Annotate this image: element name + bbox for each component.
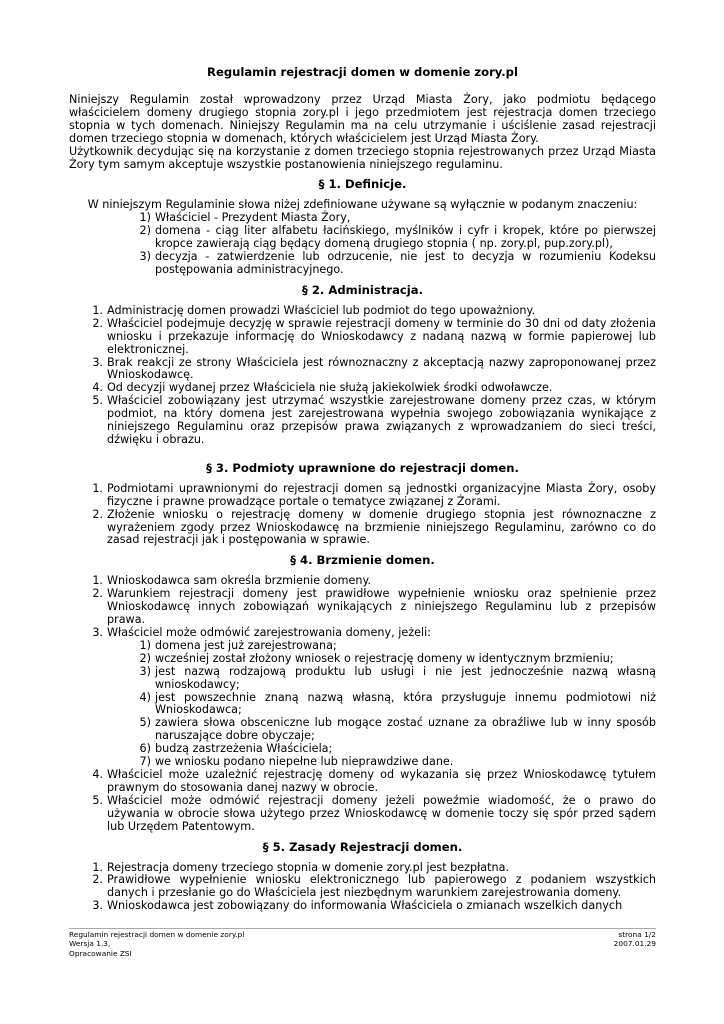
footer-date: 2007.01.29 — [613, 939, 656, 949]
section-heading-eligible-entities: § 3. Podmioty uprawnione do rejestracji domen. — [206, 460, 519, 475]
list-item: 1. Podmiotami uprawnionymi do rejestracji domen są jednostki organizacyjne Miasta Żory, osoby fizyczne i prawne prowadzące portale o tematyce związanej z Żorami. — [92, 481, 656, 508]
list-item: 5. Właściciel może odmówić rejestracji domeny jeżeli poweźmie wiadomość, że o prawo do używania w obrocie słowa użytego przez Wnioskodawcę w domenie toczy się spór przed sądem lub Urzędem Patentowym. — [92, 793, 656, 833]
document-title: Regulamin rejestracji domen w domenie zory.pl — [207, 65, 518, 79]
list-item: 1) domena jest już zarejestrowana; — [139, 638, 337, 652]
section-heading-administration: § 2. Administracja. — [302, 282, 423, 297]
footer-document-info — [69, 930, 244, 958]
section-heading-definitions: § 1. Definicje. — [318, 177, 407, 192]
footer-page-info — [614, 930, 656, 949]
definitions-lead: W niniejszym Regulaminie słowa niżej zdefiniowane używane są wyłącznie w podanym znaczeniu: — [87, 198, 638, 212]
list-item: 1. Administrację domen prowadzi Właściciel lub podmiot do tego upoważniony. — [92, 303, 536, 317]
list-item: 3. Wnioskodawca jest zobowiązany do informowania Właściciela o zmianach wszelkich danych — [92, 899, 623, 913]
list-item: 2) wcześniej został złożony wniosek o rejestrację domeny w identycznym brzmieniu; — [139, 651, 614, 665]
list-item: 2. Warunkiem rejestracji domeny jest prawidłowe wypełnienie wniosku oraz spełnienie przez Wnioskodawcę innych zobowiązań wynikających z niniejszego Regulaminu lub z przepisów prawa. — [92, 587, 656, 627]
list-item: 5. Właściciel zobowiązany jest utrzymać wszystkie zarejestrowane domeny przez czas, w którym podmiot, na który domena jest zarejestrowana wypełnia swojego zobowiązania wynikające z niniejszego Regulaminu oraz przepisów prawa związanych z wprowadzaniem do sieci treści, dźwięku i obrazu. — [92, 394, 656, 446]
list-item: 7) we wniosku podano niepełne lub nieprawdziwe dane. — [139, 755, 454, 769]
page-footer — [69, 928, 656, 958]
footer-version: Wersja 1.3, — [69, 939, 111, 949]
list-item: 1. Wnioskodawca sam określa brzmienie domeny. — [92, 574, 372, 588]
list-item: 3. Właściciel może odmówić zarejestrowania domeny, jeżeli: 1) domena jest już zarejestrowana; 2) wcześniej został złożony wniosek o rejestrację domeny w identycznym brzmieniu; 3) jest nazwą rodzajową produktu lub usługi i nie jest jednocześnie nazwą własną wnioskodawcy; 4) jest powszechnie znaną nazwą własną, która przysługuje innemu podmiotowi niż Wnioskodawca; 5) zawiera słowa obsceniczne lub mogące zostać uznane za obraźliwe lub w inny sposób naruszające dobre obyczaje; 6) budzą zastrzeżenia Właściciela; 7) we wniosku podano niepełne lub nieprawdziwe dane. — [92, 626, 656, 769]
list-item: 4. Od decyzji wydanej przez Właściciela nie służą jakiekolwiek środki odwoławcze. — [92, 381, 553, 395]
list-item: 2. Właściciel podejmuje decyzję w sprawie rejestracji domeny w terminie do 30 dni od daty złożenia wniosku i przekazuje informację do Wnioskodawcy z nadaną nazwą w formie papierowej lub elektronicznej. — [92, 316, 656, 356]
list-item: 1. Rejestracja domeny trzeciego stopnia w domenie zory.pl jest bezpłatna. — [92, 860, 510, 874]
list-item: 3. Brak reakcji ze strony Właściciela jest równoznaczny z akceptacją nazwy zaproponowanej przez Wnioskodawcę. — [92, 355, 656, 382]
definitions-list — [69, 212, 656, 277]
list-item: 4. Właściciel może uzależnić rejestrację domeny od wykazania się przez Wnioskodawcę tytułem prawnym do stosowania danej nazwy w obrocie. — [92, 767, 656, 794]
list-item: 2. Złożenie wniosku o rejestrację domeny w domenie drugiego stopnia jest równoznaczne z wyrażeniem zgody przez Wnioskodawcę na brzmienie niniejszego Regulaminu, zarówno co do zasad rejestracji jak i postępowania w sprawie. — [92, 507, 656, 547]
list-item: 5) zawiera słowa obsceniczne lub mogące zostać uznane za obraźliwe lub w inny sposób naruszające dobre obyczaje; — [139, 716, 656, 743]
list-item: 2. Prawidłowe wypełnienie wniosku elektronicznego lub papierowego z podaniem wszystkich danych i przesłanie go do Właściciela jest niezbędnym warunkiem zarejestrowania domeny. — [92, 873, 656, 900]
section-heading-registration-rules: § 5. Zasady Rejestracji domen. — [262, 839, 463, 854]
intro-paragraph: Użytkownik decydując się na korzystanie z domen trzeciego stopnia rejestrowanych przez Urząd Miasta Żory tym samym akceptuje wszystkie postanowienia niniejszego regulaminu. — [69, 144, 656, 171]
document-body — [69, 66, 656, 913]
footer-author: Opracowanie ZSI — [69, 948, 132, 958]
administration-list — [69, 305, 656, 447]
list-item: 4) jest powszechnie znaną nazwą własną, która przysługuje innemu podmiotowi niż Wnioskodawca; — [139, 690, 656, 717]
intro-paragraph: Niniejszy Regulamin został wprowadzony przez Urząd Miasta Żory, jako podmiotu będącego właścicielem domeny drugiego stopnia zory.pl i jego przedmiotem jest rejestracja domen trzeciego stopnia w tych domenach. Niniejszy Regulamin ma na celu utrzymanie i uściślenie zasad rejestracji domen trzeciego stopnia w domenach, których właścicielem jest Urząd Miasta Żory. — [69, 93, 656, 145]
section-heading-domain-wording: § 4. Brzmienie domen. — [290, 553, 435, 568]
registration-rules-list — [69, 862, 656, 914]
eligible-entities-list — [69, 483, 656, 548]
list-item: 6) budzą zastrzeżenia Właściciela; — [139, 742, 333, 756]
domain-wording-list — [69, 575, 656, 833]
footer-doc-title: Regulamin rejestracji domen w domenie zory.pl — [69, 930, 245, 939]
list-item: 3) jest nazwą rodzajową produktu lub usługi i nie jest jednocześnie nazwą własną wnioskodawcy; — [139, 664, 656, 691]
list-item: 2) domena - ciąg liter alfabetu łacińskiego, myślników i cyfr i kropek, które po pierwszej kropce zawierają ciąg będący domeną drugiego stopnia ( np. zory.pl, pup.zory.pl), — [139, 224, 656, 251]
footer-page-number: strona 1/2 — [618, 930, 656, 939]
list-item: 1) Właściciel - Prezydent Miasta Żory, — [139, 211, 351, 225]
list-item: 3) decyzja - zatwierdzenie lub odrzucenie, nie jest to decyzja w rozumieniu Kodeksu postępowania administracyjnego. — [139, 250, 656, 276]
refusal-reasons-list — [107, 640, 656, 769]
